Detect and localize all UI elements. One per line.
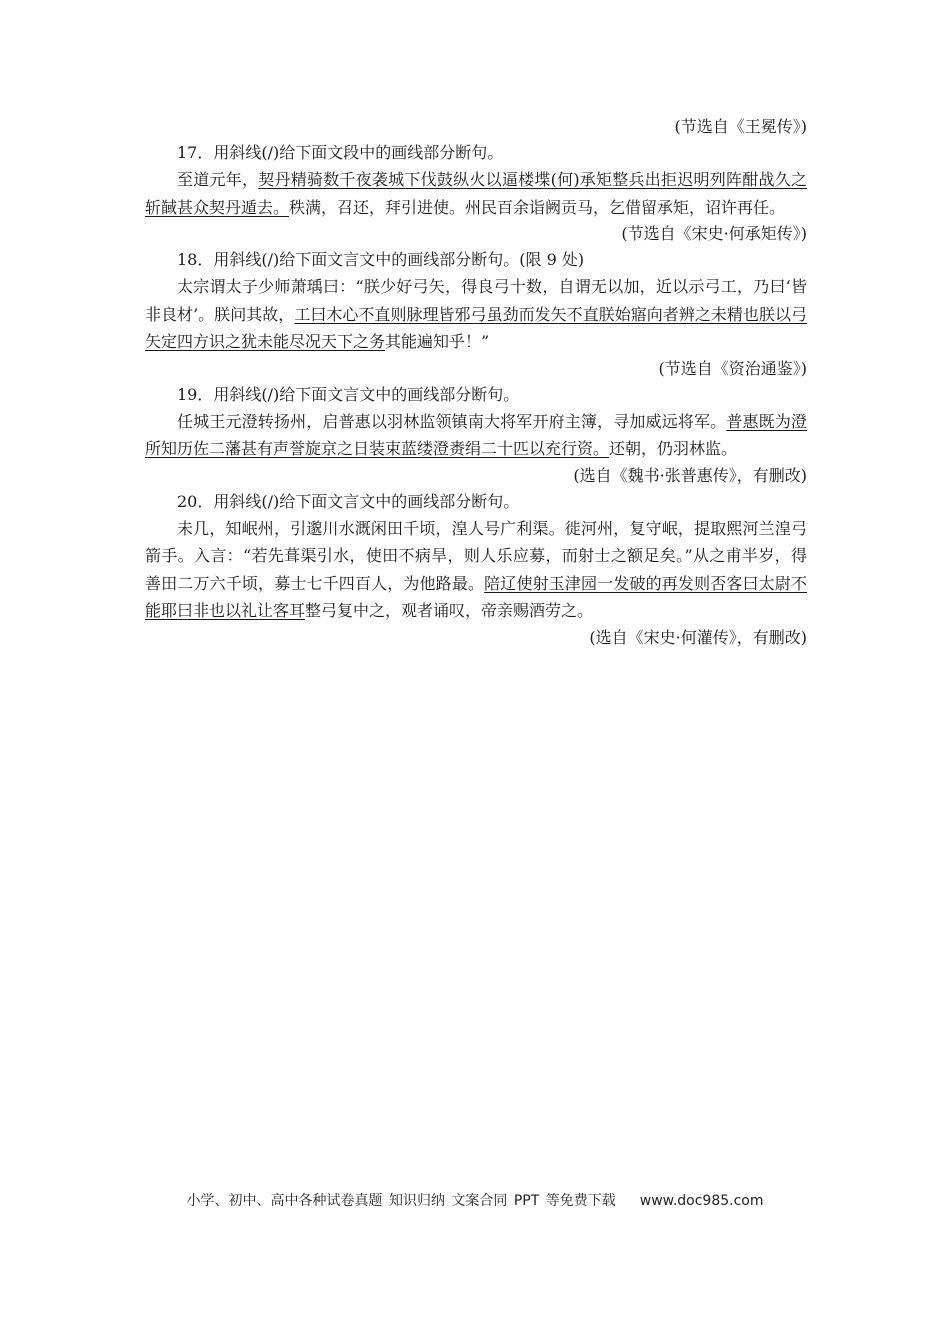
text-segment: 未几，知岷州，引邈川水溉闲田千顷，湟人号广利渠。徙河州，复守岷，提取熙河兰湟弓箭手。入言：“若先葺渠引水，使田不病旱，则人乐应募，而射士之额足矣。”从之甫半岁，得善田二万六千顷，募士七千四百人，为他路最。 <box>145 518 807 593</box>
passage-paragraph <box>145 515 807 625</box>
text-segment: 至道元年， <box>177 170 259 189</box>
source-citation: (节选自《宋史·何承矩传》) <box>621 224 807 243</box>
text-segment: 任城王元澄转扬州，启普惠以羽林监领镇南大将军开府主簿，寻加威远将军。 <box>177 411 727 431</box>
page-footer <box>0 1190 950 1210</box>
text-segment: 整弓复中之，观者诵叹，帝亲赐酒劳之。 <box>305 601 594 620</box>
underlined-segment: 普惠既为澄所知历佐二藩甚有声誉旋京之日装束蓝缕澄赉绢二十匹以充行资。 <box>145 411 807 458</box>
underlined-segment: 陪辽使射玉津园一发破的再发则否客曰太尉不能耶曰非也以礼让客耳 <box>145 573 807 620</box>
question-prompt: 18．用斜线(/)给下面文言文中的画线部分断句。(限 9 处) <box>177 250 585 269</box>
document-content <box>145 114 807 651</box>
underlined-segment: 工曰木心不直则脉理皆邪弓虽劲而发矢不直朕始寤向者辨之未精也朕以弓矢定四方识之犹未能尽况天下之务 <box>145 304 807 351</box>
text-segment: 秩满，召还，拜引进使。州民百余诣阙贡马，乞借留承矩，诏许再任。 <box>289 197 786 217</box>
source-citation: (选自《宋史·何灌传》，有删改) <box>589 627 807 647</box>
text-segment: 其能遍知乎！” <box>385 332 490 351</box>
underlined-segment: 契丹精骑数千夜袭城下伐鼓纵火以逼楼堞(何)承矩整兵出拒迟明列阵酣战久之斩馘甚众契丹遁去。 <box>145 170 807 217</box>
question-prompt: 19．用斜线(/)给下面文言文中的画线部分断句。 <box>177 384 520 404</box>
question-prompt: 20．用斜线(/)给下面文言文中的画线部分断句。 <box>177 491 520 511</box>
source-citation: (节选自《王冕传》) <box>674 117 807 136</box>
passage-paragraph <box>145 166 807 221</box>
footer-text: 小学、初中、高中各种试卷真题 知识归纳 文案合同 PPT 等免费下载 <box>186 1193 616 1209</box>
passage-paragraph <box>145 273 807 356</box>
source-citation: (选自《魏书·张普惠传》，有删改) <box>573 465 807 485</box>
footer-website: www.doc985.com <box>639 1193 764 1209</box>
source-citation: (节选自《资治通鉴》) <box>658 358 807 378</box>
passage-paragraph <box>145 408 807 463</box>
text-segment: 还朝，仍羽林监。 <box>609 439 738 458</box>
question-prompt: 17．用斜线(/)给下面文段中的画线部分断句。 <box>177 143 504 162</box>
text-segment: 太宗谓太子少师萧瑀曰：“朕少好弓矢，得良弓十数，自谓无以加，近以示弓工，乃曰‘皆非良材’。朕问其故， <box>145 277 807 324</box>
